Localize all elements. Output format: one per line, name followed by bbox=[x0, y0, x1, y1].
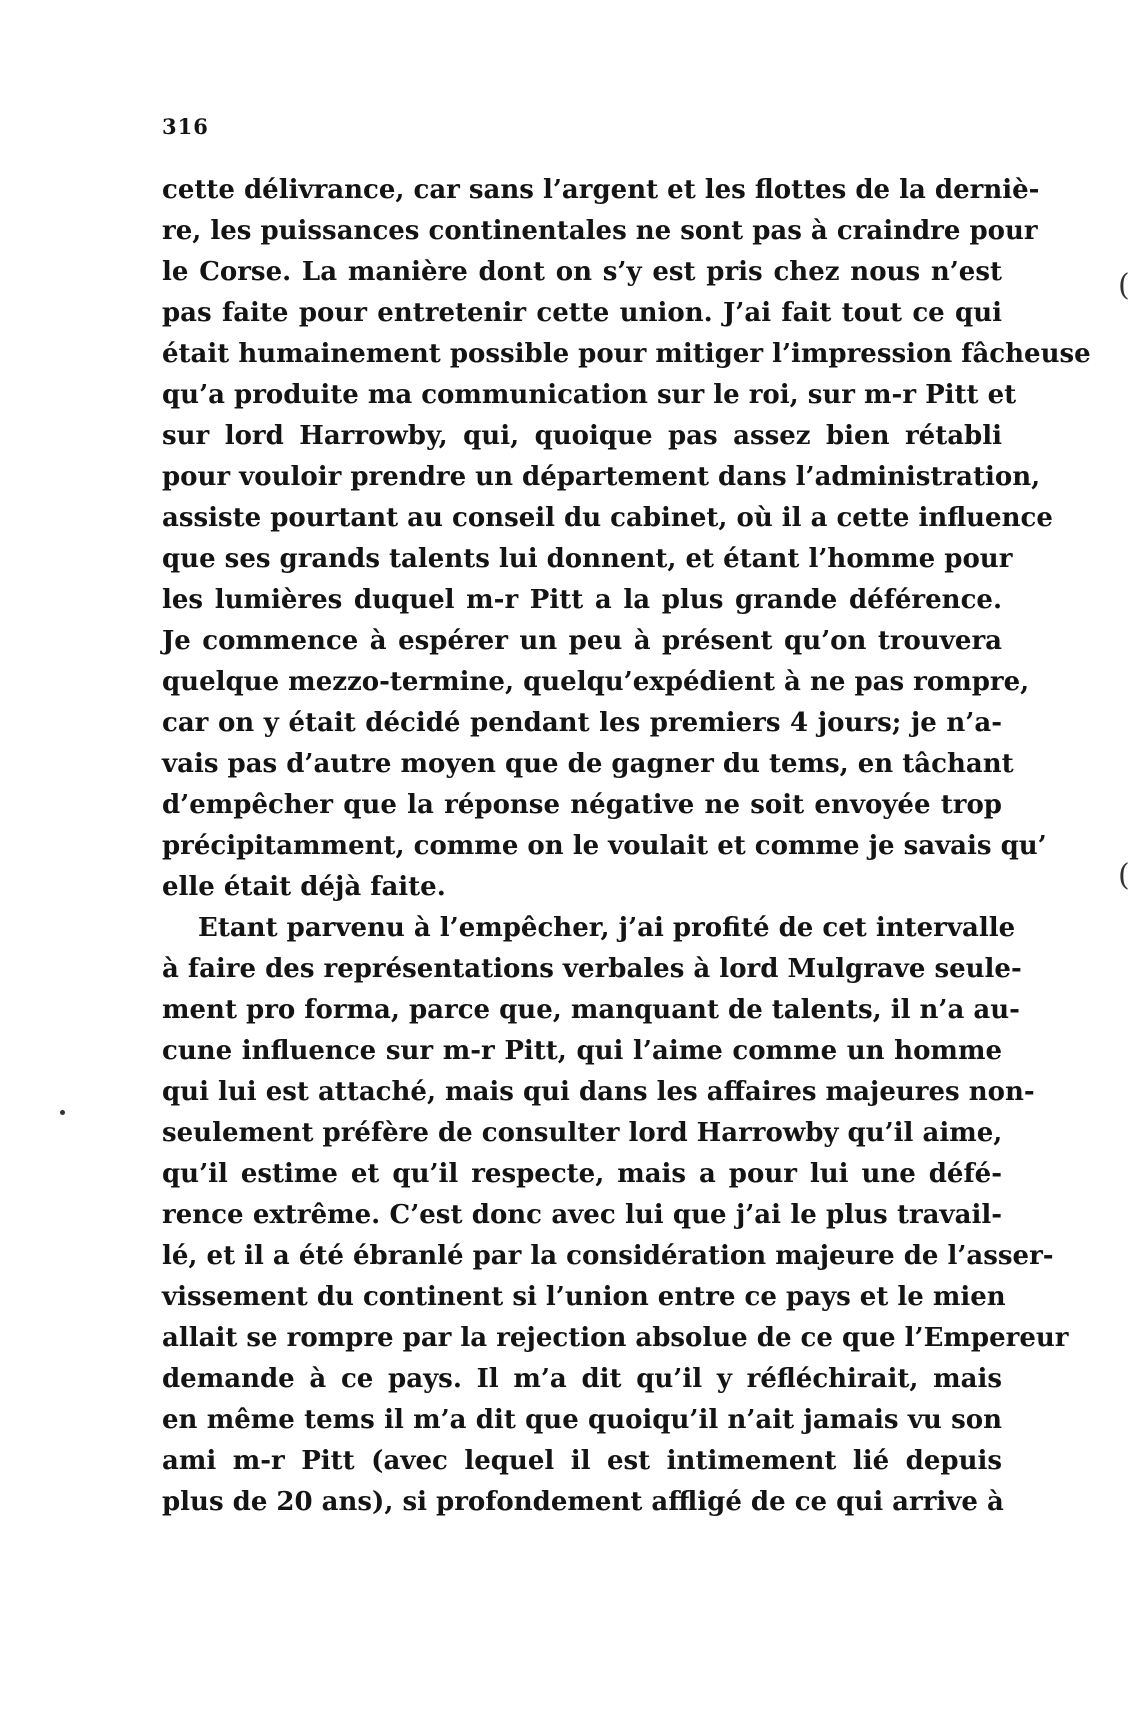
text-line: Etant parvenu à l’empêcher, j’ai profité de cet intervalle bbox=[198, 913, 1016, 943]
text-line: quelque mezzo-termine, quelqu’expédient à ne pas rompre, bbox=[162, 667, 1030, 697]
text-line: rence extrême. C’est donc avec lui que j’ai le plus travail- bbox=[162, 1200, 1002, 1230]
text-line: à faire des représentations verbales à lord Mulgrave seule- bbox=[162, 954, 1022, 984]
text-line: elle était déjà faite. bbox=[162, 872, 446, 902]
text-line: le Corse. La manière dont on s’y est pris chez nous n’est bbox=[162, 257, 1002, 287]
text-line: car on y était décidé pendant les premiers 4 jours; je n’a- bbox=[162, 708, 1002, 738]
text-line: sur lord Harrowby, qui, quoique pas assez bien rétabli bbox=[162, 421, 1002, 451]
text-line: cune influence sur m-r Pitt, qui l’aime comme un homme bbox=[162, 1036, 1002, 1066]
page-number: 316 bbox=[162, 114, 209, 139]
text-line: qu’a produite ma communication sur le roi, sur m-r Pitt et bbox=[162, 380, 1017, 410]
text-line: plus de 20 ans), si profondement affligé de ce qui arrive à bbox=[162, 1487, 1004, 1517]
text-line: pour vouloir prendre un département dans l’administration, bbox=[162, 462, 1041, 492]
margin-dot-mark bbox=[60, 1110, 65, 1115]
margin-bracket-mark: ( bbox=[1118, 858, 1130, 893]
text-line: pas faite pour entretenir cette union. J’ai fait tout ce qui bbox=[162, 298, 1002, 328]
text-line: seulement préfère de consulter lord Harrowby qu’il aime, bbox=[162, 1118, 1003, 1148]
text-line: ment pro forma, parce que, manquant de talents, il n’a au- bbox=[162, 995, 1020, 1025]
margin-bracket-mark: ( bbox=[1118, 268, 1130, 303]
text-line: d’empêcher que la réponse négative ne soit envoyée trop bbox=[162, 790, 1002, 820]
text-line: que ses grands talents lui donnent, et étant l’homme pour bbox=[162, 544, 1013, 574]
text-line: allait se rompre par la rejection absolue de ce que l’Empereur bbox=[162, 1323, 1069, 1353]
text-line: qui lui est attaché, mais qui dans les affaires majeures non- bbox=[162, 1077, 1035, 1107]
text-line: qu’il estime et qu’il respecte, mais a pour lui une défé- bbox=[162, 1159, 1002, 1189]
body-text bbox=[162, 170, 1091, 1523]
text-line: ami m-r Pitt (avec lequel il est intimement lié depuis bbox=[162, 1446, 1002, 1476]
text-line: cette délivrance, car sans l’argent et les flottes de la derniè- bbox=[162, 175, 1040, 205]
text-line: en même tems il m’a dit que quoiqu’il n’ait jamais vu son bbox=[162, 1405, 1002, 1435]
text-line: Je commence à espérer un peu à présent qu’on trouvera bbox=[162, 626, 1002, 656]
text-line: vissement du continent si l’union entre ce pays et le mien bbox=[162, 1282, 1006, 1312]
text-line: était humainement possible pour mitiger l’impression fâcheuse bbox=[162, 339, 1091, 369]
text-line: vais pas d’autre moyen que de gagner du tems, en tâchant bbox=[162, 749, 1014, 779]
text-line: demande à ce pays. Il m’a dit qu’il y réfléchirait, mais bbox=[162, 1364, 1002, 1394]
text-line: re, les puissances continentales ne sont pas à craindre pour bbox=[162, 216, 1038, 246]
text-line: les lumières duquel m-r Pitt a la plus grande déférence. bbox=[162, 585, 1002, 615]
text-line: précipitamment, comme on le voulait et comme je savais qu’ bbox=[162, 831, 1047, 861]
text-line: lé, et il a été ébranlé par la considération majeure de l’asser- bbox=[162, 1241, 1054, 1271]
text-line: assiste pourtant au conseil du cabinet, où il a cette influence bbox=[162, 503, 1053, 533]
paragraph-2 bbox=[162, 908, 1069, 1523]
paragraph-1 bbox=[162, 170, 1091, 908]
